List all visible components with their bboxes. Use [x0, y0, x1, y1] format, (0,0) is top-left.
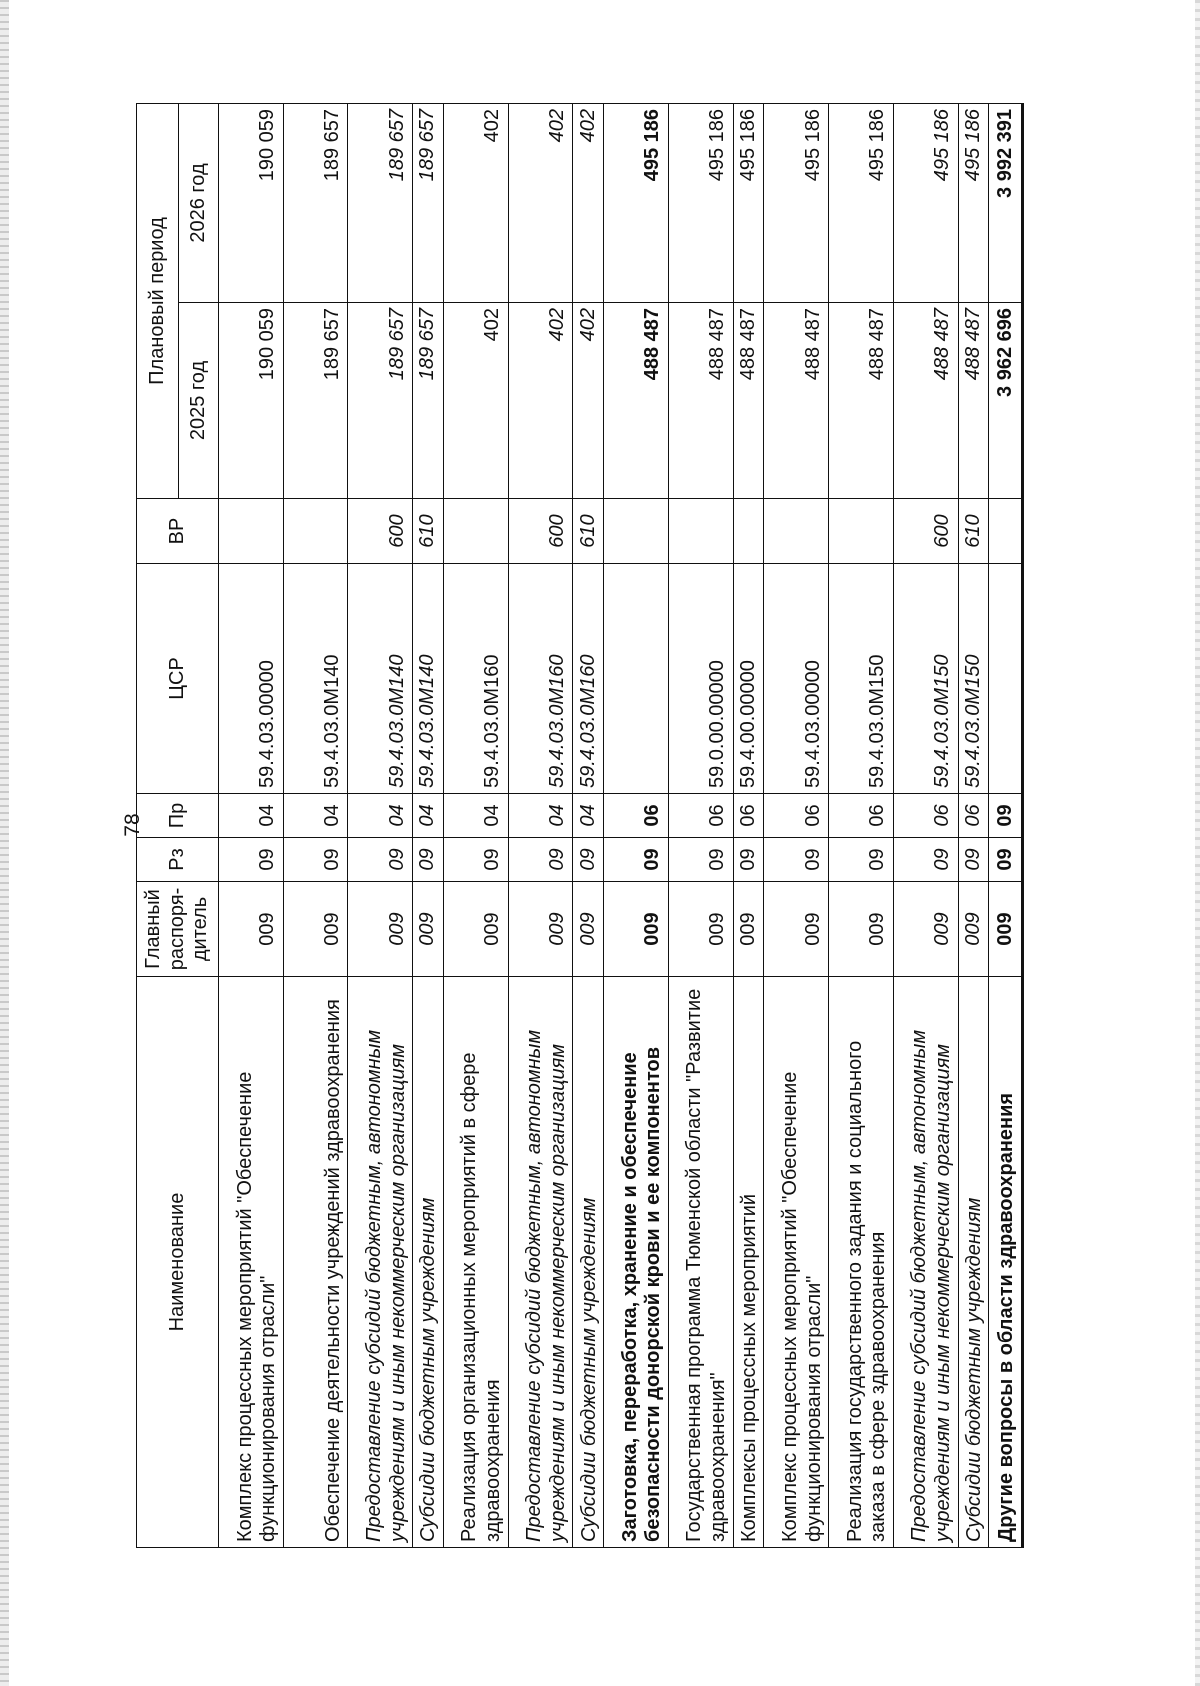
cell-vr: [829, 499, 894, 564]
cell-csr: 59.0.00.00000: [668, 564, 733, 794]
cell-2025: 488 487: [668, 303, 733, 499]
cell-admin: 009: [958, 882, 989, 977]
table-row: [219, 103, 284, 1547]
header-rz: Рз: [137, 838, 219, 882]
cell-csr: 59.4.03.0М140: [283, 564, 348, 794]
cell-2026: 189 657: [283, 103, 348, 302]
cell-name: Предоставление субсидий бюджетным, автономным учреждениям и иным некоммерческим организациям: [348, 977, 413, 1548]
table-row: [733, 103, 764, 1547]
header-2025: 2025 год: [179, 303, 219, 499]
cell-rz: 09: [893, 838, 958, 882]
cell-pr: 04: [413, 794, 444, 838]
cell-rz: 09: [573, 838, 604, 882]
cell-admin: 009: [893, 882, 958, 977]
scan-edge-right: [1195, 0, 1200, 1686]
cell-rz: 09: [733, 838, 764, 882]
cell-name: Комплекс процессных мероприятий "Обеспечение функционирования отрасли": [219, 977, 284, 1548]
cell-name: Предоставление субсидий бюджетным, автономным учреждениям и иным некоммерческим организациям: [508, 977, 573, 1548]
cell-vr: [668, 499, 733, 564]
cell-admin: 009: [829, 882, 894, 977]
cell-2026: 495 186: [733, 103, 764, 302]
cell-name: Заготовка, переработка, хранение и обеспечение безопасности донорской крови и ее компонентов: [604, 977, 669, 1548]
table-row: [604, 103, 669, 1547]
cell-2026: 495 186: [829, 103, 894, 302]
cell-2026: 189 657: [348, 103, 413, 302]
cell-admin: 009: [764, 882, 829, 977]
table-body: [219, 103, 1023, 1547]
cell-2025: 189 657: [413, 303, 444, 499]
header-csr: ЦСР: [137, 564, 219, 794]
cell-2026: 3 992 391: [989, 103, 1023, 302]
cell-rz: 09: [508, 838, 573, 882]
rotated-table-container: [136, 104, 1024, 1548]
cell-2025: 402: [573, 303, 604, 499]
cell-2025: 488 487: [764, 303, 829, 499]
table-row: [764, 103, 829, 1547]
cell-rz: 09: [219, 838, 284, 882]
cell-vr: [733, 499, 764, 564]
cell-vr: 600: [348, 499, 413, 564]
cell-csr: 59.4.03.0М140: [413, 564, 444, 794]
cell-admin: 009: [443, 882, 508, 977]
cell-csr: 59.4.03.0М150: [829, 564, 894, 794]
cell-pr: 06: [764, 794, 829, 838]
cell-rz: 09: [989, 838, 1023, 882]
cell-csr: 59.4.00.00000: [733, 564, 764, 794]
cell-rz: 09: [443, 838, 508, 882]
cell-pr: 06: [893, 794, 958, 838]
table-row: [668, 103, 733, 1547]
header-name: Наименование: [137, 977, 219, 1548]
table-header: [137, 103, 219, 1547]
cell-2025: 402: [443, 303, 508, 499]
cell-2025: 488 487: [958, 303, 989, 499]
table-row: [829, 103, 894, 1547]
cell-pr: 04: [508, 794, 573, 838]
cell-csr: 59.4.03.0М160: [508, 564, 573, 794]
cell-2026: 495 186: [764, 103, 829, 302]
cell-2025: 3 962 696: [989, 303, 1023, 499]
cell-2025: 488 487: [829, 303, 894, 499]
cell-name: Реализация организационных мероприятий в сфере здравоохранения: [443, 977, 508, 1548]
cell-2025: 189 657: [348, 303, 413, 499]
cell-vr: [283, 499, 348, 564]
cell-admin: 009: [573, 882, 604, 977]
header-vr: ВР: [137, 499, 219, 564]
cell-pr: 04: [573, 794, 604, 838]
cell-rz: 09: [668, 838, 733, 882]
cell-vr: [989, 499, 1023, 564]
cell-pr: 06: [829, 794, 894, 838]
cell-admin: 009: [733, 882, 764, 977]
cell-pr: 06: [668, 794, 733, 838]
cell-name: Комплексы процессных мероприятий: [733, 977, 764, 1548]
cell-name: Другие вопросы в области здравоохранения: [989, 977, 1023, 1548]
table-row: [283, 103, 348, 1547]
cell-name: Комплекс процессных мероприятий "Обеспечение функционирования отрасли": [764, 977, 829, 1548]
cell-vr: 600: [893, 499, 958, 564]
cell-admin: 009: [219, 882, 284, 977]
cell-pr: 04: [283, 794, 348, 838]
cell-rz: 09: [348, 838, 413, 882]
cell-csr: [604, 564, 669, 794]
cell-2026: 495 186: [958, 103, 989, 302]
cell-pr: 09: [989, 794, 1023, 838]
cell-admin: 009: [283, 882, 348, 977]
cell-2025: 488 487: [604, 303, 669, 499]
header-pr: Пр: [137, 794, 219, 838]
scan-edge-left: [0, 0, 9, 1686]
cell-vr: 610: [413, 499, 444, 564]
cell-2025: 488 487: [893, 303, 958, 499]
header-admin: Главный распоря-дитель: [137, 882, 219, 977]
cell-rz: 09: [604, 838, 669, 882]
table-row: [508, 103, 573, 1547]
table-row: [989, 103, 1023, 1547]
cell-name: Предоставление субсидий бюджетным, автономным учреждениям и иным некоммерческим организациям: [893, 977, 958, 1548]
cell-name: Субсидии бюджетным учреждениям: [958, 977, 989, 1548]
cell-rz: 09: [283, 838, 348, 882]
header-2026: 2026 год: [179, 103, 219, 302]
cell-pr: 04: [348, 794, 413, 838]
cell-2025: 190 059: [219, 303, 284, 499]
table-row: [573, 103, 604, 1547]
cell-vr: [443, 499, 508, 564]
cell-csr: 59.4.03.0М160: [443, 564, 508, 794]
cell-pr: 04: [443, 794, 508, 838]
cell-2026: 402: [573, 103, 604, 302]
cell-admin: 009: [508, 882, 573, 977]
cell-csr: 59.4.03.0М150: [893, 564, 958, 794]
cell-csr: [989, 564, 1023, 794]
budget-table: [136, 103, 1024, 1548]
cell-pr: 06: [604, 794, 669, 838]
cell-2026: 190 059: [219, 103, 284, 302]
cell-vr: 610: [573, 499, 604, 564]
cell-vr: [219, 499, 284, 564]
cell-vr: [604, 499, 669, 564]
cell-csr: 59.4.03.0М140: [348, 564, 413, 794]
table-row: [443, 103, 508, 1547]
cell-2026: 495 186: [604, 103, 669, 302]
cell-name: Субсидии бюджетным учреждениям: [573, 977, 604, 1548]
cell-2026: 189 657: [413, 103, 444, 302]
cell-2026: 402: [443, 103, 508, 302]
cell-admin: 009: [668, 882, 733, 977]
cell-vr: 600: [508, 499, 573, 564]
cell-name: Субсидии бюджетным учреждениям: [413, 977, 444, 1548]
cell-csr: 59.4.03.0М150: [958, 564, 989, 794]
cell-rz: 09: [829, 838, 894, 882]
cell-rz: 09: [413, 838, 444, 882]
cell-name: Государственная программа Тюменской области "Развитие здравоохранения": [668, 977, 733, 1548]
cell-rz: 09: [764, 838, 829, 882]
cell-admin: 009: [348, 882, 413, 977]
table-row: [893, 103, 958, 1547]
cell-2026: 402: [508, 103, 573, 302]
cell-pr: 04: [219, 794, 284, 838]
table-row: [413, 103, 444, 1547]
cell-2026: 495 186: [668, 103, 733, 302]
cell-csr: 59.4.03.00000: [764, 564, 829, 794]
cell-csr: 59.4.03.0М160: [573, 564, 604, 794]
cell-name: Обеспечение деятельности учреждений здравоохранения: [283, 977, 348, 1548]
cell-admin: 009: [604, 882, 669, 977]
cell-2025: 402: [508, 303, 573, 499]
cell-2025: 189 657: [283, 303, 348, 499]
header-plan-period: Плановый период: [137, 103, 179, 498]
cell-vr: 610: [958, 499, 989, 564]
cell-name: Реализация государственного задания и социального заказа в сфере здравоохранения: [829, 977, 894, 1548]
cell-csr: 59.4.03.00000: [219, 564, 284, 794]
cell-pr: 06: [958, 794, 989, 838]
cell-pr: 06: [733, 794, 764, 838]
table-row: [348, 103, 413, 1547]
cell-admin: 009: [989, 882, 1023, 977]
cell-2026: 495 186: [893, 103, 958, 302]
cell-vr: [764, 499, 829, 564]
cell-rz: 09: [958, 838, 989, 882]
cell-admin: 009: [413, 882, 444, 977]
cell-2025: 488 487: [733, 303, 764, 499]
page-number: 78: [121, 813, 144, 837]
table-row: [958, 103, 989, 1547]
